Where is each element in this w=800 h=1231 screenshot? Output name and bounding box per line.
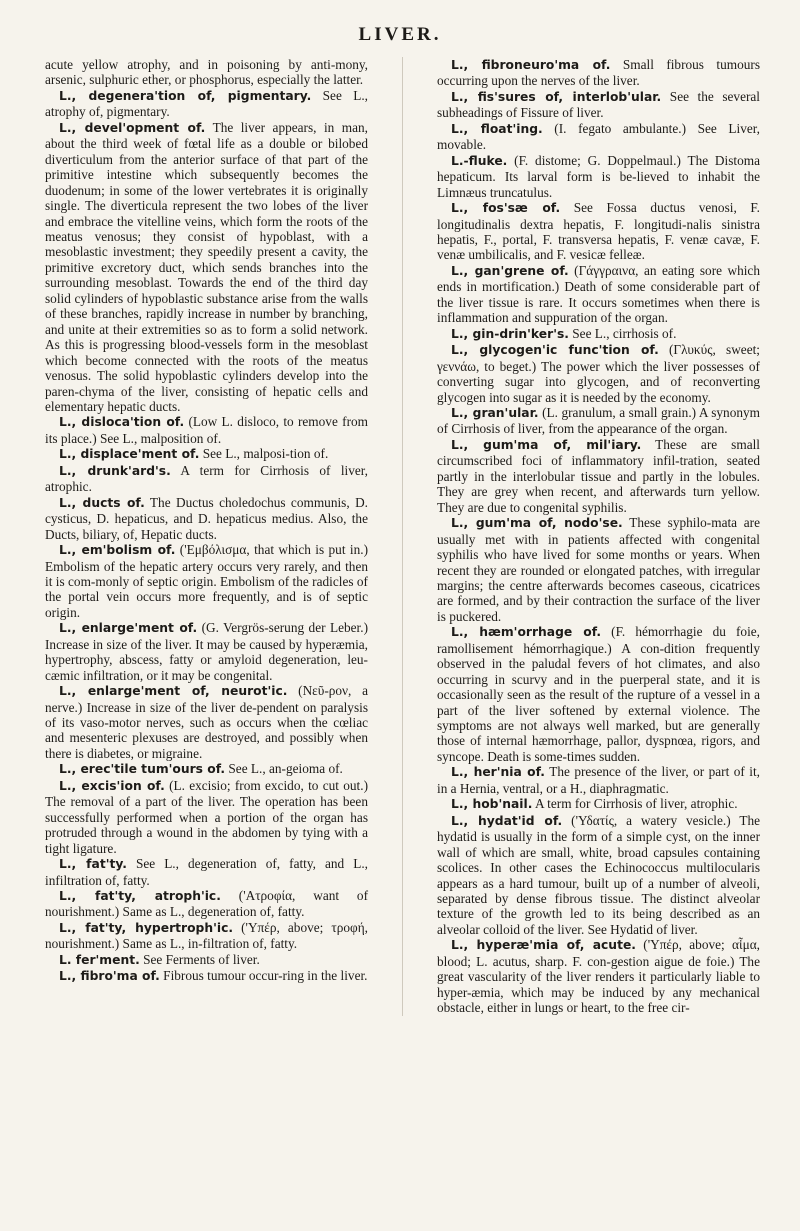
dictionary-entry — [437, 263, 760, 326]
entry-headword: L., her'nia of. — [451, 765, 545, 780]
dictionary-entry — [437, 437, 760, 515]
entry-headword: L., fat'ty, hypertroph'ic. — [59, 920, 234, 935]
dictionary-entry — [45, 88, 368, 120]
dictionary-entry — [437, 57, 760, 89]
entry-headword: L., drunk'ard's. — [59, 463, 171, 478]
entry-definition: A term for Cirrhosis of liver, atrophic. — [45, 462, 368, 495]
dictionary-entry — [437, 121, 760, 153]
entry-definition: See L., an-geioma of. — [228, 761, 343, 777]
entry-definition: (L. granulum, a small grain.) A synonym of Cirrhosis of liver, from the appearance of the organ. — [437, 404, 760, 437]
entry-definition: (L. excisio; from excido, to cut out.) The removal of a part of the liver. The operation has been successfully performed when a portion of the organ has protruded through a wound in the abdomen by tying with a tight ligature. — [45, 777, 368, 856]
entry-definition: See Ferments of liver. — [143, 951, 260, 967]
entry-headword: L., erec'tile tum'ours of. — [59, 762, 226, 777]
entry-definition: The liver appears, in man, about the third week of fœtal life as a double or bilobed diverticulum from the anterior surface of that part of the primitive intestine which subsequently becomes the duodenum; in some of the lower vertebrates it is originally single. The diverticula represent the two lobes of the liver and embrace the vitelline veins, which form the roots of the meatus venosus; they consist of hypoblast, with a mesoblastic investment; they speedily present a cavity, the primitive excretory duct, which sends branches into the surrounding mesoblast. Towards the end of the third day solid cylinders of hypoblastic substance arise from the walls of these branches, rapidly increase in number by branching, and unite at their extremities so as to form a solid network. As this is progressing blood-vessels form in the mesoblast which become connected with the roots of the meatus venosus. The solid hypoblastic cylinders develop into the paren-chyma of the liver, consisting of hepatic cells and elementary hepatic ducts. — [45, 119, 368, 414]
entry-headword: L., devel'opment of. — [59, 120, 206, 135]
entry-headword: L., glycogen'ic func'tion of. — [451, 343, 659, 358]
left-column — [45, 57, 368, 1016]
entry-headword: L., fibroneuro'ma of. — [451, 58, 611, 72]
dictionary-entry — [45, 446, 368, 462]
entry-headword: L.-fluke. — [451, 153, 508, 168]
entry-definition: These syphilo-mata are usually met with in patients affected with congenital syphilis who have lived for some months or years. When recent they are rounded or elongated patches, with irregular margins; the centre afterwards becomes caseous, cicatrices are formed, and by their contraction the surface of the liver is puckered. — [437, 515, 760, 624]
dictionary-entry — [45, 952, 368, 968]
entry-headword: L., gin-drin'ker's. — [451, 326, 569, 341]
entry-headword: L., gum'ma of, mil'iary. — [451, 437, 642, 452]
entry-headword: L., hydat'id of. — [451, 813, 563, 828]
entry-headword: L., displace'ment of. — [59, 447, 200, 462]
dictionary-entry — [437, 89, 760, 121]
dictionary-entry — [437, 200, 760, 263]
entry-definition: (Γάγγραινα, an eating sore which ends in mortification.) Death of some considerable part of the liver tissue is rare. It occurs sometimes when there is inflammation and suppuration of the organ. — [437, 262, 760, 326]
entry-definition: See Fossa ductus venosi, F. longitudinalis dextra hepatis, F. longitudi-nalis sinistra hepatis, F., portal, F. transversa hepatis, F. venæ cavæ, F. venæ umbilicalis, and F. vesicæ felleæ. — [437, 200, 761, 263]
entry-definition: ('Ατροφία, want of nourishment.) Same as L., degeneration of, fatty. — [45, 888, 369, 920]
entry-headword: L., disloca'tion of. — [59, 415, 185, 430]
entry-definition: See L., degeneration of, fatty, and L., infiltration of, fatty. — [45, 856, 369, 888]
dictionary-entry — [437, 624, 760, 764]
dictionary-entry — [45, 778, 368, 856]
entry-headword: L., excis'ion of. — [59, 778, 165, 793]
entry-definition: See L., cirrhosis of. — [572, 325, 677, 341]
column-rule — [402, 57, 403, 1016]
entry-definition: ('Υπέρ, above; τροφή, nourishment.) Same as L., in-filtration of, fatty. — [45, 919, 368, 952]
entry-headword: L., degenera'tion of, pigmentary. — [59, 88, 312, 103]
dictionary-entry — [45, 761, 368, 777]
entry-definition: See L., malposi-tion of. — [202, 446, 329, 462]
entry-headword: L., fis'sures of, interlob'ular. — [451, 89, 662, 104]
dictionary-entry — [437, 342, 760, 405]
entry-headword: L., em'bolism of. — [59, 543, 176, 558]
entry-headword: L., hæm'orrhage of. — [451, 625, 602, 640]
dictionary-entry — [45, 120, 368, 415]
entry-headword: L., enlarge'ment of, neurot'ic. — [59, 684, 288, 699]
entry-definition: (Νεῦ-ρον, a nerve.) Increase in size of the liver de-pendent on paralysis of its vaso-motor nerves, such as occurs when the cœliac and mesenteric plexuses are destroyed, and possibly when there is diabetes, or migraine. — [45, 683, 368, 761]
entry-headword: L., enlarge'ment of. — [59, 621, 198, 636]
entry-headword: L. fer'ment. — [59, 952, 140, 967]
dictionary-entry — [45, 463, 368, 495]
dictionary-entry — [437, 937, 760, 1015]
entry-definition: These are small circumscribed foci of inflammatory infil-tration, seated partly in the interlobular tissue and partly in the lobules. They are grey when recent, and afterwards turn yellow. They are due to congenital syphilis. — [437, 436, 760, 515]
entry-headword: L., fat'ty. — [59, 857, 127, 872]
entry-definition: Small fibrous tumours occurring upon the nerves of the liver. — [437, 57, 760, 89]
dictionary-entry — [45, 57, 368, 88]
dictionary-entry — [45, 542, 368, 620]
dictionary-entry — [437, 405, 760, 437]
entry-headword: L., gum'ma of, nodo'se. — [451, 516, 623, 531]
dictionary-entry — [45, 888, 368, 920]
entry-definition: See the several subheadings of Fissure of liver. — [437, 88, 760, 121]
entry-headword: L., fat'ty, atroph'ic. — [59, 889, 221, 904]
entry-headword: L., float'ing. — [451, 121, 543, 136]
right-column — [437, 57, 760, 1016]
dictionary-entry — [437, 764, 760, 796]
dictionary-entry — [437, 515, 760, 624]
entry-definition: ('Υδατίς, a watery vesicle.) The hydatid is usually in the form of a simple cyst, on the inner wall of which are small, white, broad capsules containing scolices. In other cases the Echinococcus multilocularis appears as a hard tumour, built up of a number of alveoli, separated by dense fibrous tissue. The distinct alveolar texture of the growth led to its being described as an alveolar colloid of the liver. See Hydatid of liver. — [437, 812, 760, 937]
entry-headword: L., fos'sæ of. — [451, 201, 561, 216]
entry-definition: The Ductus choledochus communis, D. cysticus, D. hepaticus, and D. hepaticus medius. Also, the Ducts, biliary, of, Hepatic ducts. — [45, 494, 368, 542]
entry-definition: (I. fegato ambulante.) See Liver, movable. — [437, 120, 761, 153]
entry-headword: L., ducts of. — [59, 495, 145, 510]
entry-definition: acute yellow atrophy, and in poisoning by anti-mony, arsenic, sulphuric ether, or phosphorus, especially the latter. — [45, 57, 368, 88]
entry-definition: ('Υπέρ, above; αἷμα, blood; L. acutus, sharp. F. con-gestion aigue de foie.) The great vascularity of the liver renders it particularly liable to hyper-æmia, which may be induced by any mechanical obstacle, either in lungs or heart, to the free cir- — [437, 937, 760, 1016]
entry-definition: The presence of the liver, or part of it, in a Hernia, ventral, or a H., diaphragmatic. — [437, 764, 760, 796]
dictionary-entry — [437, 813, 760, 938]
entry-definition: (G. Vergrös-serung der Leber.) Increase in size of the liver. It may be caused by hyperæmia, hypertrophy, abscess, fatty or amyloid degeneration, leu-cæmic infiltration, or it may be congenital. — [45, 620, 368, 683]
entry-headword: L., hob'nail. — [451, 797, 533, 812]
entry-definition: Fibrous tumour occur-ring in the liver. — [163, 968, 368, 984]
dictionary-entry — [45, 920, 368, 952]
dictionary-entry — [45, 856, 368, 888]
text-columns — [45, 57, 760, 1016]
entry-definition: See L., atrophy of, pigmentary. — [45, 87, 368, 120]
entry-headword: L., gan'grene of. — [451, 263, 569, 278]
dictionary-entry — [437, 153, 760, 200]
running-head: LIVER. — [358, 24, 442, 45]
dictionary-entry — [437, 796, 760, 812]
dictionary-entry — [45, 968, 368, 984]
entry-definition: (Γλυκύς, sweet; γεννάω, to beget.) The power which the liver possesses of converting sugar into glycogen, and of reconverting glycogen into sugar as it is needed by the economy. — [437, 342, 760, 405]
dictionary-entry — [45, 495, 368, 542]
entry-headword: L., gran'ular. — [451, 405, 539, 420]
entry-definition: (Low L. disloco, to remove from its place.) See L., malposition of. — [45, 414, 369, 446]
entry-headword: L., hyperæ'mia of, acute. — [451, 938, 636, 953]
dictionary-entry — [45, 620, 368, 683]
dictionary-entry — [45, 414, 368, 446]
entry-definition: (F. distome; G. Doppelmaul.) The Distoma hepaticum. Its larval form is be-lieved to inhabit the Limnæus truncatulus. — [437, 152, 760, 200]
entry-definition: A term for Cirrhosis of liver, atrophic. — [534, 796, 738, 812]
entry-definition: ('Εμβόλισμα, that which is put in.) Embolism of the hepatic artery occurs very rarely, and then it is com-monly of septic origin. Embolism of the radicles of the portal vein occurs more frequently, and is of septic origin. — [45, 542, 369, 620]
entry-definition: (F. hémorrhagie du foie, ramollisement hémorrhagique.) A con-dition frequently observed in the paludal fevers of hot climates, and also occurring in scurvy and in the puerperal state, and it is occasionally seen as the result of the rupture of a vessel in a part of the liver softened by external violence. The symptoms are not always well marked, but are generally those of internal hæmorrhage, pallor, dyspnœa, rigors, and syncope. Death is some-times sudden. — [437, 624, 760, 764]
dictionary-entry — [437, 326, 760, 342]
dictionary-entry — [45, 683, 368, 761]
entry-headword: L., fibro'ma of. — [59, 969, 160, 984]
